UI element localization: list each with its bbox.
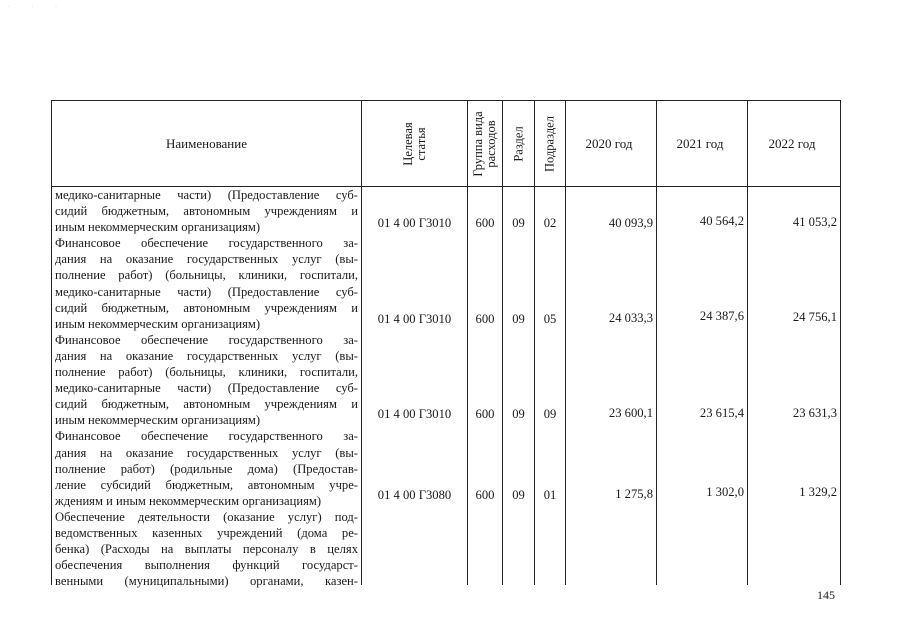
- description-line: сидий бюджетным, автономным учреждениям и: [55, 204, 358, 219]
- value-2022-cell: 41 053,2: [792, 215, 837, 229]
- description-line: венными (муниципальными) органами, казен-: [55, 574, 358, 589]
- description-text: [55, 187, 358, 589]
- description-line: бенка) (Расходы на выплаты персоналу в целях: [55, 542, 358, 557]
- value-2021-cell: 40 564,2: [699, 214, 744, 228]
- header-subsection: [535, 101, 566, 187]
- description-line: сидий бюджетным, автономным учреждениям и: [55, 300, 358, 315]
- description-line: Обеспечение деятельности (оказание услуг) под-: [55, 509, 358, 524]
- header-target-article-line2: статья: [413, 126, 428, 161]
- value-2021-cell: 1 302,0: [706, 485, 744, 499]
- target-article-cell: 01 4 00 Г3010: [377, 312, 452, 326]
- header-section-label: Раздел: [511, 125, 525, 162]
- header-year-2022: 2022 год: [748, 101, 841, 187]
- description-line: Финансовое обеспечение государственного за-: [55, 429, 358, 444]
- description-line: Финансовое обеспечение государственного за-: [55, 332, 358, 347]
- header-year-2021: 2021 год: [657, 101, 748, 187]
- value-2022-cell: 1 329,2: [799, 485, 837, 499]
- value-2021-cell: 23 615,4: [699, 406, 744, 420]
- expense-group-cell: 600: [475, 488, 495, 502]
- description-line: иным некоммерческим организациям): [55, 220, 261, 235]
- description-line: медико-санитарные части) (Предоставление суб-: [55, 381, 358, 396]
- subsection-cell: 02: [543, 216, 557, 230]
- year-2020-column: [566, 187, 657, 586]
- description-line: медико-санитарные части) (Предоставление суб-: [55, 188, 358, 202]
- description-line: полнение работ) (больницы, клиники, госпитали,: [55, 268, 358, 283]
- value-2022-cell: 24 756,1: [792, 310, 837, 324]
- header-expense-group: [468, 101, 503, 187]
- description-line: сидий бюджетным, автономным учреждениям и: [55, 397, 358, 412]
- description-line: медико-санитарные части) (Предоставление суб-: [55, 284, 358, 299]
- description-line: полнение работ) (родильные дома) (Предостав-: [55, 461, 358, 476]
- description-line: дания на оказание государственных услуг (вы-: [55, 445, 358, 460]
- value-2020-cell: 24 033,3: [608, 311, 653, 325]
- value-2022-cell: 23 631,3: [792, 406, 837, 420]
- value-2021-cell: 24 387,6: [699, 309, 744, 323]
- header-expense-group-line1: Группа вида: [471, 110, 485, 177]
- header-section: [503, 101, 535, 187]
- description-line: ление субсидий бюджетным, автономным учре-: [55, 477, 358, 492]
- budget-table: [51, 100, 841, 589]
- target-article-cell: 01 4 00 Г3080: [377, 488, 452, 502]
- header-target-article-line1: Целевая: [400, 121, 415, 166]
- target-article-column: [362, 187, 468, 586]
- header-expense-group-line2: расходов: [484, 119, 498, 168]
- header-target-article: [362, 101, 468, 187]
- header-subsection-label: Подраздел: [542, 115, 557, 172]
- expense-group-cell: 600: [475, 312, 495, 326]
- header-year-2020: 2020 год: [566, 101, 657, 187]
- page-number: 145: [817, 588, 835, 602]
- year-2022-column: [748, 187, 841, 586]
- value-2020-cell: 40 093,9: [608, 216, 653, 230]
- section-cell: 09: [512, 216, 525, 230]
- table-header-row: [52, 101, 841, 187]
- description-column: [52, 187, 362, 589]
- expense-group-cell: 600: [475, 407, 495, 421]
- subsection-cell: 09: [543, 407, 557, 421]
- section-cell: 09: [512, 312, 525, 326]
- description-line: дания на оказание государственных услуг (вы-: [55, 348, 358, 363]
- description-line: полнение работ) (больницы, клиники, госпитали,: [55, 365, 358, 380]
- subsection-column: [535, 187, 566, 586]
- scan-artifact: · · ·: [8, 4, 67, 10]
- subsection-cell: 05: [543, 312, 557, 326]
- value-2020-cell: 1 275,8: [615, 487, 653, 501]
- section-column: [503, 187, 535, 586]
- description-line: обеспечения выполнения функций государст-: [55, 558, 358, 573]
- description-line: ждениям и иным некоммерческим организациям): [55, 493, 322, 508]
- table-body-row: [52, 187, 841, 586]
- header-name: Наименование: [52, 101, 362, 187]
- description-line: иным некоммерческим организациям): [55, 316, 261, 331]
- target-article-cell: 01 4 00 Г3010: [377, 407, 452, 421]
- description-line: ведомственных казенных учреждений (дома ре-: [55, 525, 358, 540]
- subsection-cell: 01: [543, 488, 557, 502]
- description-line: дания на оказание государственных услуг (вы-: [55, 252, 358, 267]
- value-2020-cell: 23 600,1: [608, 406, 653, 420]
- description-line: Финансовое обеспечение государственного за-: [55, 236, 358, 251]
- expense-group-cell: 600: [475, 216, 495, 230]
- section-cell: 09: [512, 407, 525, 421]
- target-article-cell: 01 4 00 Г3010: [377, 216, 452, 230]
- section-cell: 09: [512, 488, 525, 502]
- expense-group-column: [468, 187, 503, 586]
- year-2021-column: [657, 187, 748, 586]
- description-line: иным некоммерческим организациям): [55, 413, 261, 428]
